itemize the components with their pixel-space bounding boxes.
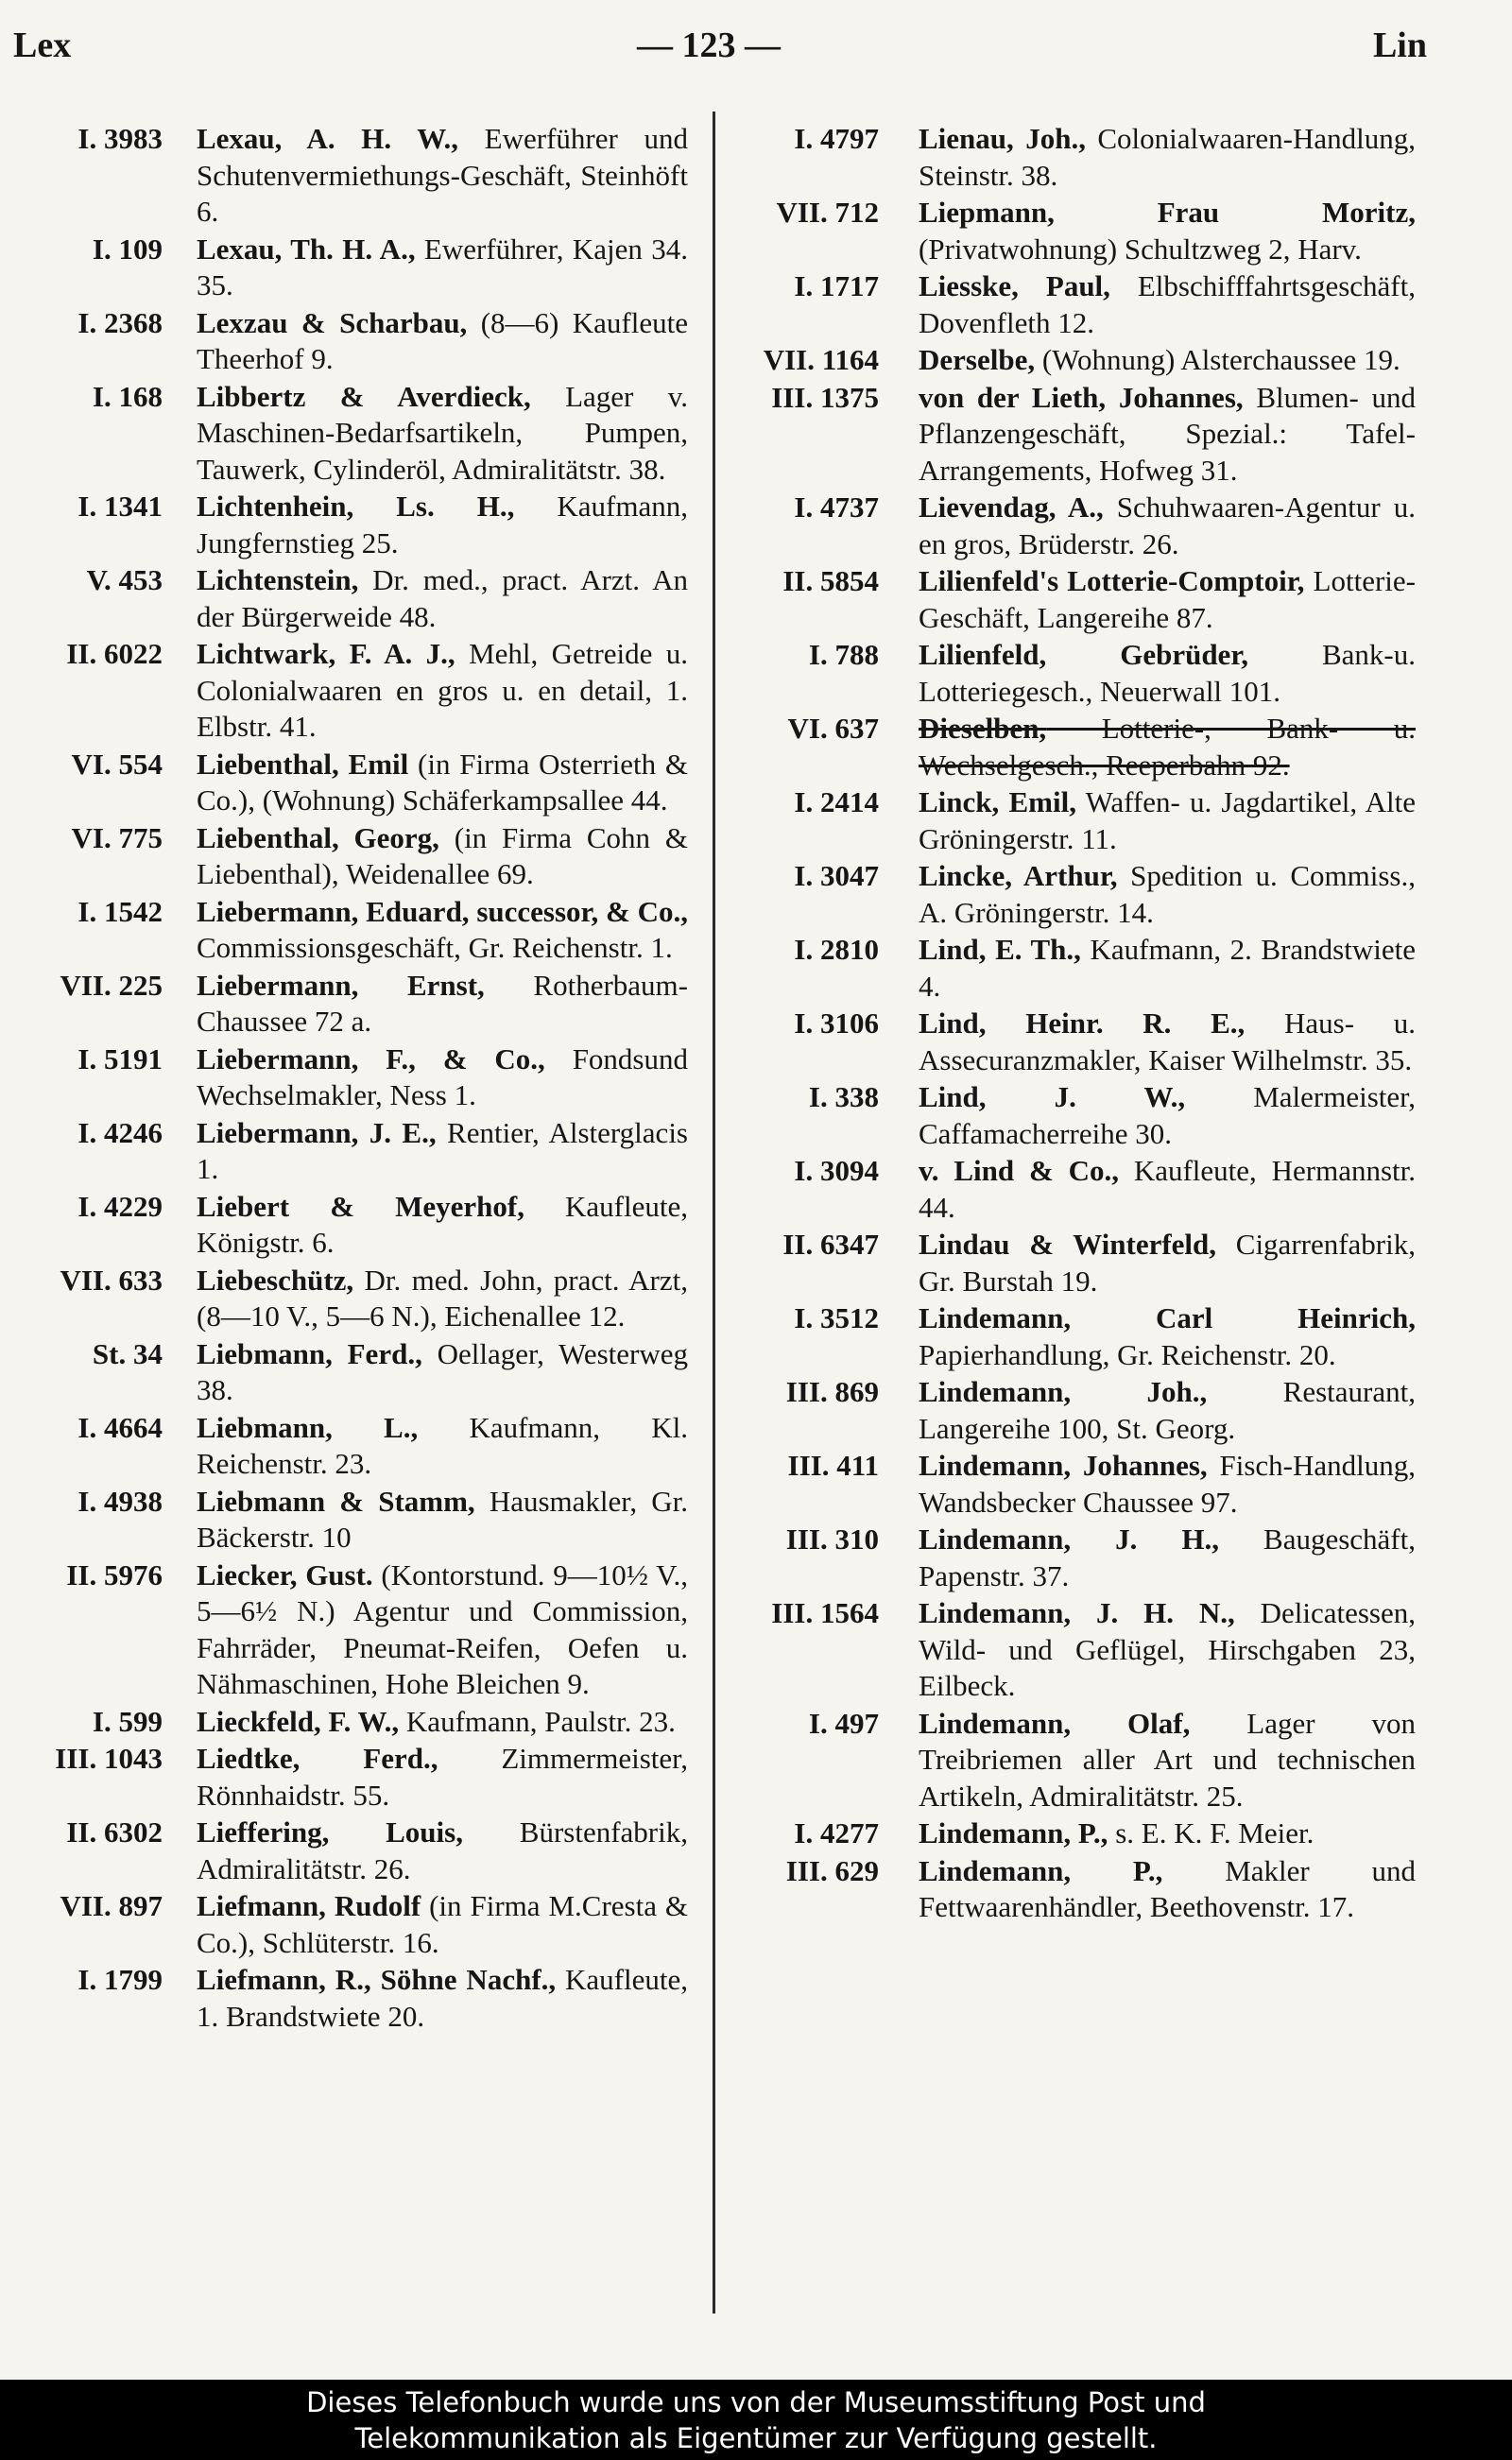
- subscriber-name: Lindemann, Joh.,: [919, 1375, 1208, 1408]
- directory-entry: [718, 637, 1419, 710]
- subscriber-details: Kaufmann, Paulstr. 23.: [399, 1704, 676, 1738]
- directory-entry: [0, 1115, 699, 1188]
- entry-text: [919, 268, 1416, 341]
- entry-text: [197, 820, 688, 893]
- subscriber-details: Ewerführer, Kajen 34. 35.: [197, 232, 688, 301]
- entry-text: [197, 1888, 688, 1961]
- entry-text: [919, 121, 1416, 194]
- telephone-number: I. 3047: [794, 859, 879, 892]
- subscriber-name: Liebermann, Eduard, successor, & Co.,: [197, 894, 688, 928]
- subscriber-details: (8—6) Kaufleute Theerhof 9.: [197, 305, 688, 375]
- telephone-number: VII. 225: [60, 968, 163, 1002]
- subscriber-name: Lindemann, Carl Heinrich,: [919, 1301, 1416, 1334]
- subscriber-details: Oellager, Westerweg 38.: [197, 1336, 688, 1406]
- subscriber-details: Mehl, Getreide u. Colonialwaaren en gros u. en detail, 1. Elbstr. 41.: [197, 637, 688, 743]
- subscriber-name: Liebermann, J. E.,: [197, 1115, 437, 1149]
- directory-entry: [718, 121, 1419, 194]
- subscriber-details: (Privatwohnung) Schultzweg 2, Harv.: [919, 232, 1362, 266]
- column-divider: [713, 112, 715, 2314]
- telephone-number: I. 2368: [77, 305, 163, 339]
- subscriber-details: Ewerführer und Schutenvermiethungs-Geschäft, Steinhöft 6.: [197, 122, 689, 228]
- subscriber-details: Baugeschäft, Papenstr. 37.: [919, 1522, 1416, 1592]
- telephone-number: I. 1341: [77, 490, 163, 523]
- entry-text: [197, 305, 688, 378]
- directory-entry: [718, 1079, 1419, 1152]
- subscriber-name: Lind, E. Th.,: [919, 933, 1081, 966]
- subscriber-details: Fondsund Wechselmakler, Ness 1.: [197, 1041, 688, 1111]
- telephone-number: VII. 633: [60, 1263, 163, 1297]
- entry-text: [919, 1374, 1416, 1447]
- subscriber-name: Liebert & Meyerhof,: [197, 1189, 524, 1223]
- directory-entry: [718, 342, 1419, 379]
- subscriber-name: Liebmann & Stamm,: [197, 1484, 475, 1518]
- telephone-number: I. 1799: [77, 1963, 163, 1996]
- subscriber-details: (Kontorstund. 9—10½ V., 5—6½ N.) Agentur und Commission, Fahrräder, Pneumat-Reifen, Oefen u. Nähmaschinen, Hohe Bleichen 9.: [197, 1557, 688, 1700]
- subscriber-details: Hausmakler, Gr. Bäckerstr. 10: [197, 1484, 688, 1554]
- entry-text: [919, 1227, 1416, 1299]
- subscriber-details: (in Firma M.Cresta & Co.), Schlüterstr. 16.: [197, 1889, 689, 1959]
- directory-entry: [0, 1263, 699, 1335]
- subscriber-details: Makler und Fettwaarenhändler, Beethovenstr. 17.: [919, 1853, 1416, 1923]
- telephone-number: III. 310: [785, 1522, 879, 1556]
- entry-text: [197, 379, 688, 489]
- telephone-number: I. 4277: [794, 1816, 879, 1849]
- entry-text: [197, 232, 688, 304]
- subscriber-details: Kaufmann, 2. Brandstwiete 4.: [919, 933, 1416, 1003]
- directory-entry: [718, 1374, 1419, 1447]
- subscriber-name: Lieckfeld, F. W.,: [197, 1704, 400, 1738]
- entry-text: [197, 1815, 688, 1887]
- subscriber-details: Kaufleute, Hermannstr. 44.: [919, 1154, 1416, 1224]
- subscriber-details: Rentier, Alsterglacis 1.: [197, 1115, 688, 1185]
- entry-text: [919, 1815, 1416, 1852]
- entry-text: [919, 195, 1416, 267]
- directory-entry: [0, 1962, 699, 2035]
- telephone-number: III. 629: [785, 1853, 879, 1887]
- subscriber-details: Rotherbaum-Chaussee 72 a.: [197, 968, 688, 1038]
- telephone-number: I. 497: [808, 1706, 879, 1740]
- entry-text: [197, 1741, 688, 1814]
- telephone-number: I. 5191: [77, 1041, 163, 1075]
- page-number: — 123 —: [637, 26, 781, 65]
- telephone-number: I. 4938: [77, 1484, 163, 1518]
- subscriber-name: Lichtenstein,: [197, 563, 359, 596]
- subscriber-details: Kaufleute, 1. Brandstwiete 20.: [197, 1963, 688, 2033]
- entry-text: [919, 932, 1416, 1005]
- subscriber-name: Lindemann, J. H.,: [919, 1522, 1219, 1556]
- subscriber-name: Liebeschütz,: [197, 1263, 354, 1297]
- directory-entry: [0, 1557, 699, 1703]
- subscriber-name: Lindemann, Olaf,: [919, 1706, 1191, 1740]
- subscriber-name: Lindemann, P.,: [919, 1853, 1163, 1887]
- entry-text: [919, 1853, 1416, 1926]
- struck-out-entry-text: [919, 711, 1416, 783]
- directory-entry: [0, 968, 699, 1041]
- telephone-number: II. 5854: [782, 564, 879, 597]
- subscriber-name: Lichtenhein, Ls. H.,: [197, 490, 515, 523]
- subscriber-name: Lilienfeld's Lotterie-Comptoir,: [919, 564, 1305, 597]
- directory-entry: [718, 490, 1419, 562]
- telephone-number: I. 4664: [77, 1410, 163, 1444]
- telephone-number: VII. 712: [776, 196, 879, 229]
- subscriber-details: Kaufmann, Kl. Reichenstr. 23.: [197, 1410, 688, 1480]
- subscriber-details: Blumen- und Pflanzengeschäft, Spezial.: Tafel-Arrangements, Hofweg 31.: [919, 380, 1416, 487]
- subscriber-name: Liecker, Gust.: [197, 1557, 373, 1591]
- entry-text: [197, 1189, 688, 1262]
- telephone-number: III. 411: [787, 1449, 879, 1482]
- telephone-number: II. 6347: [782, 1228, 879, 1261]
- directory-entry: [718, 563, 1419, 636]
- entry-text: [197, 1704, 688, 1741]
- entry-text: [197, 489, 688, 561]
- telephone-number: III. 1043: [55, 1742, 163, 1775]
- entry-text: [919, 858, 1416, 931]
- telephone-number: I. 3512: [794, 1301, 879, 1334]
- directory-entry: [718, 380, 1419, 490]
- directory-entry: [0, 894, 699, 967]
- subscriber-name: Liebmann, Ferd.,: [197, 1336, 422, 1370]
- telephone-number: VI. 775: [71, 820, 163, 854]
- directory-entry: [718, 711, 1419, 783]
- directory-entry: [0, 379, 699, 489]
- subscriber-name: Lindemann, Johannes,: [919, 1449, 1208, 1482]
- header-last-keyword: Lin: [1372, 26, 1427, 65]
- directory-entry: [0, 1815, 699, 1887]
- subscriber-name: v. Lind & Co.,: [919, 1154, 1119, 1187]
- subscriber-details: Malermeister, Caffamacherreihe 30.: [919, 1080, 1416, 1150]
- directory-entry: [718, 1300, 1419, 1373]
- subscriber-details: Restaurant, Langereihe 100, St. Georg.: [919, 1375, 1416, 1445]
- entry-text: [919, 1706, 1416, 1815]
- subscriber-details: Kaufmann, Jungfernstieg 25.: [197, 490, 688, 559]
- entry-text: [197, 1484, 688, 1557]
- telephone-number: III. 1564: [771, 1596, 879, 1629]
- telephone-number: I. 4229: [77, 1189, 163, 1223]
- telephone-number: I. 338: [808, 1080, 879, 1113]
- directory-entry: [0, 489, 699, 561]
- directory-entry: [718, 784, 1419, 857]
- right-column: [718, 121, 1419, 1927]
- entry-text: [197, 1336, 688, 1409]
- telephone-number: V. 453: [86, 563, 163, 596]
- subscriber-name: Linck, Emil,: [919, 785, 1076, 818]
- telephone-number: I. 3106: [794, 1006, 879, 1040]
- subscriber-details: (in Firma Cohn & Liebenthal), Weidenallee 69.: [197, 820, 688, 890]
- subscriber-name: Liebmann, L.,: [197, 1410, 419, 1444]
- left-column: [0, 121, 699, 2036]
- telephone-number: I. 2810: [794, 933, 879, 966]
- entry-text: [919, 1006, 1416, 1078]
- directory-entry: [0, 232, 699, 304]
- subscriber-details: Elbschifffahrtsgeschäft, Dovenfleth 12.: [919, 269, 1416, 339]
- telephone-number: I. 4737: [794, 490, 879, 524]
- subscriber-details: Cigarrenfabrik, Gr. Burstah 19.: [919, 1228, 1416, 1298]
- entry-text: [919, 1595, 1416, 1705]
- entry-text: [197, 636, 688, 746]
- telephone-number: I. 1542: [77, 894, 163, 928]
- telephone-number: I. 3094: [794, 1154, 879, 1187]
- directory-entry: [0, 562, 699, 635]
- subscriber-details: Zimmermeister, Rönnhaidstr. 55.: [197, 1742, 688, 1812]
- telephone-number: I. 788: [808, 638, 879, 671]
- header-first-keyword: Lex: [13, 26, 72, 65]
- subscriber-details: Kaufleute, Königstr. 6.: [197, 1189, 688, 1259]
- subscriber-details: Lager v. Maschinen-Bedarfsartikeln, Pumpen, Tauwerk, Cylinderöl, Admiralitätstr. 38.: [197, 379, 688, 486]
- ownership-notice-line-1: Dieses Telefonbuch wurde uns von der Museumsstiftung Post und: [306, 2386, 1206, 2418]
- subscriber-name: Lexau, A. H. W.,: [197, 122, 458, 155]
- subscriber-details: Dr. med., pract. Arzt. An der Bürgerweide 48.: [197, 563, 688, 633]
- directory-entry: [0, 1888, 699, 1961]
- telephone-number: II. 5976: [66, 1557, 163, 1591]
- entry-text: [197, 747, 688, 819]
- subscriber-name: von der Lieth, Johannes,: [919, 380, 1244, 414]
- subscriber-details: (Wohnung) Alsterchaussee 19.: [1035, 343, 1400, 376]
- subscriber-name: Liebermann, F., & Co.,: [197, 1041, 545, 1075]
- directory-entry: [0, 305, 699, 378]
- telephone-number: VI. 554: [71, 747, 163, 781]
- subscriber-name: Liebenthal, Georg,: [197, 820, 439, 854]
- entry-text: [197, 1041, 688, 1114]
- directory-entry: [718, 268, 1419, 341]
- subscriber-details: (in Firma Osterrieth & Co.), (Wohnung) Schäferkampsallee 44.: [197, 747, 688, 817]
- subscriber-name: Lindemann, P.,: [919, 1816, 1108, 1849]
- telephone-number: I. 4246: [77, 1115, 163, 1149]
- subscriber-details: Spedition u. Commiss., A. Gröningerstr. 14.: [919, 859, 1416, 929]
- subscriber-name: Lievendag, A.,: [919, 490, 1104, 524]
- directory-entry: [0, 121, 699, 231]
- ownership-notice-line-2: Telekommunikation als Eigentümer zur Verfügung gestellt.: [354, 2422, 1158, 2454]
- telephone-number: II. 6302: [66, 1815, 163, 1849]
- telephone-number: I. 2414: [794, 785, 879, 818]
- directory-entry: [718, 195, 1419, 267]
- telephone-number: I. 4797: [794, 122, 879, 155]
- directory-entry: [0, 1741, 699, 1814]
- entry-text: [197, 894, 688, 967]
- telephone-number: St. 34: [92, 1336, 163, 1370]
- directory-entry: [0, 1704, 699, 1741]
- subscriber-name: Liesske, Paul,: [919, 269, 1110, 302]
- entry-text: [919, 1079, 1416, 1152]
- entry-text: [197, 1263, 688, 1335]
- subscriber-name: Lind, J. W.,: [919, 1080, 1186, 1113]
- directory-entry: [718, 1815, 1419, 1852]
- entry-text: [919, 342, 1416, 379]
- subscriber-details: Commissionsgeschäft, Gr. Reichenstr. 1.: [197, 931, 673, 964]
- entry-text: [197, 1557, 688, 1703]
- directory-entry: [0, 1410, 699, 1483]
- telephone-number: I. 599: [92, 1704, 163, 1738]
- subscriber-name: Liepmann, Frau Moritz,: [919, 196, 1416, 229]
- subscriber-name: Lindemann, J. H. N.,: [919, 1596, 1235, 1629]
- subscriber-name: Derselbe,: [919, 343, 1036, 376]
- subscriber-details: Lager von Treibriemen aller Art und technischen Artikeln, Admiralitätstr. 25.: [919, 1706, 1416, 1813]
- subscriber-name: Libbertz & Averdieck,: [197, 379, 531, 413]
- directory-entry: [0, 820, 699, 893]
- subscriber-details: Dr. med. John, pract. Arzt, (8—10 V., 5—6 N.), Eichenallee 12.: [197, 1263, 688, 1333]
- telephone-number: VI. 637: [787, 712, 879, 745]
- directory-entry: [718, 1153, 1419, 1226]
- subscriber-details: s. E. K. F. Meier.: [1108, 1816, 1314, 1849]
- subscriber-name: Lincke, Arthur,: [919, 859, 1118, 892]
- directory-entry: [0, 747, 699, 819]
- directory-entry: [0, 636, 699, 746]
- telephone-number: I. 109: [92, 232, 163, 266]
- subscriber-details: Papierhandlung, Gr. Reichenstr. 20.: [919, 1337, 1336, 1371]
- directory-entry: [718, 858, 1419, 931]
- telephone-number: III. 1375: [771, 380, 879, 414]
- subscriber-details: Bürstenfabrik, Admiralitätstr. 26.: [197, 1815, 688, 1885]
- directory-entry: [718, 1522, 1419, 1594]
- directory-entry: [0, 1484, 699, 1557]
- directory-entry: [718, 1448, 1419, 1521]
- subscriber-name: Liefmann, R., Söhne Nachf.,: [197, 1963, 557, 1996]
- entry-text: [919, 1300, 1416, 1373]
- subscriber-name: Lilienfeld, Gebrüder,: [919, 638, 1248, 671]
- subscriber-name: Liefmann, Rudolf: [197, 1889, 421, 1922]
- telephone-number: III. 869: [785, 1375, 879, 1408]
- subscriber-details: Delicatessen, Wild- und Geflügel, Hirschgaben 23, Eilbeck.: [919, 1596, 1416, 1702]
- entry-text: [197, 562, 688, 635]
- directory-entry: [718, 1853, 1419, 1926]
- directory-entry: [0, 1189, 699, 1262]
- subscriber-name: Lexau, Th. H. A.,: [197, 232, 416, 266]
- subscriber-details: Schuhwaaren-Agentur u. en gros, Brüderstr. 26.: [919, 490, 1416, 560]
- entry-text: [197, 968, 688, 1041]
- entry-text: [197, 1962, 688, 2035]
- page-header: [0, 25, 1512, 76]
- subscriber-name: Liebenthal, Emil: [197, 747, 409, 781]
- directory-entry: [718, 1227, 1419, 1299]
- telephone-number: I. 3983: [77, 122, 163, 155]
- subscriber-details: Waffen- u. Jagdartikel, Alte Gröningerstr. 11.: [919, 785, 1417, 855]
- subscriber-details: Lotterie-Geschäft, Langereihe 87.: [919, 564, 1416, 634]
- entry-text: [197, 1410, 688, 1483]
- directory-entry: [718, 1006, 1419, 1078]
- subscriber-details: Fisch-Handlung, Wandsbecker Chaussee 97.: [919, 1449, 1416, 1519]
- entry-text: [919, 563, 1416, 636]
- subscriber-name: Lichtwark, F. A. J.,: [197, 637, 455, 670]
- subscriber-details: Lotterie-, Bank- u. Wechselgesch., Reeperbahn 92.: [919, 712, 1416, 782]
- directory-entry: [0, 1336, 699, 1409]
- entry-text: [919, 1153, 1416, 1226]
- telephone-number: II. 6022: [66, 637, 163, 670]
- subscriber-name: Lind, Heinr. R. E.,: [919, 1006, 1246, 1040]
- subscriber-name: Lindau & Winterfeld,: [919, 1228, 1217, 1261]
- subscriber-name: Lieffering, Louis,: [197, 1815, 463, 1849]
- subscriber-name: Liedtke, Ferd.,: [197, 1742, 438, 1775]
- telephone-number: I. 1717: [794, 269, 879, 302]
- entry-text: [919, 1522, 1416, 1594]
- entry-text: [919, 1448, 1416, 1521]
- entry-text: [197, 121, 688, 231]
- subscriber-details: Bank-u. Lotteriegesch., Neuerwall 101.: [919, 638, 1416, 708]
- directory-entry: [0, 1041, 699, 1114]
- entry-text: [919, 784, 1416, 857]
- directory-entry: [718, 1595, 1419, 1705]
- entry-text: [197, 1115, 688, 1188]
- directory-entry: [718, 932, 1419, 1005]
- subscriber-name: Lienau, Joh.,: [919, 122, 1086, 155]
- subscriber-name: Liebermann, Ernst,: [197, 968, 485, 1002]
- telephone-number: VII. 1164: [763, 343, 879, 376]
- ownership-notice: [0, 2380, 1512, 2460]
- subscriber-details: Colonialwaaren-Handlung, Steinstr. 38.: [919, 122, 1416, 192]
- telephone-number: VII. 897: [60, 1889, 163, 1922]
- telephone-number: I. 168: [92, 379, 163, 413]
- directory-entry: [718, 1706, 1419, 1815]
- subscriber-name: Lexzau & Scharbau,: [197, 305, 468, 339]
- subscriber-name: Dieselben,: [919, 712, 1047, 745]
- subscriber-details: Haus- u. Assecuranzmakler, Kaiser Wilhelmstr. 35.: [919, 1006, 1416, 1076]
- entry-text: [919, 380, 1416, 490]
- entry-text: [919, 490, 1416, 562]
- entry-text: [919, 637, 1416, 710]
